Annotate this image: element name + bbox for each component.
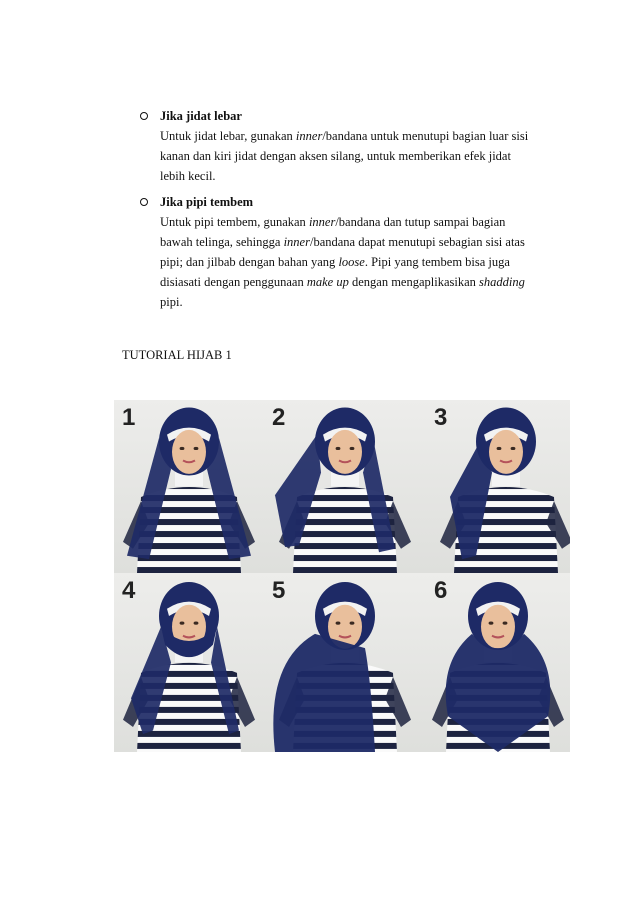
section-title: TUTORIAL HIJAB 1 (122, 348, 232, 362)
body-line: Untuk jidat lebar, gunakan inner/bandana untuk menutupi bagian luar sisi (160, 129, 529, 143)
italic-term: make up (306, 275, 349, 289)
bullet-body (160, 126, 528, 186)
body-line: disiasati dengan penggunaan make up dengan mengaplikasikan shadding (160, 275, 525, 289)
bullet-title: Jika jidat lebar (160, 109, 242, 123)
step-number: 5 (272, 577, 286, 604)
body-line: pipi; dan jilbab dengan bahan yang loose. Pipi yang tembem bisa juga (160, 255, 510, 269)
tutorial-step-panel (264, 400, 426, 573)
bullet-dot (140, 112, 148, 120)
step-number: 3 (434, 404, 448, 431)
italic-term: inner (283, 235, 310, 249)
bullet-body (160, 212, 525, 312)
step-number: 2 (272, 404, 286, 431)
tutorial-photo (114, 573, 264, 752)
tutorial-step-panel (264, 573, 426, 752)
tutorial-photo (114, 400, 264, 573)
tutorial-step-panel (426, 400, 570, 573)
tutorial-image-grid (114, 400, 570, 752)
body-line: Untuk pipi tembem, gunakan inner/bandana dan tutup sampai bagian (160, 215, 506, 229)
tutorial-photo (264, 573, 426, 752)
italic-term: shadding (479, 275, 525, 289)
tutorial-photo (264, 400, 426, 573)
body-line: lebih kecil. (160, 169, 216, 183)
tutorial-photo (426, 573, 570, 752)
tutorial-step-panel (114, 573, 264, 752)
body-line: kanan dan kiri jidat dengan aksen silang, untuk memberikan efek jidat (160, 149, 511, 163)
tutorial-step-panel (426, 573, 570, 752)
body-line: bawah telinga, sehingga inner/bandana dapat menutupi sebagian sisi atas (160, 235, 525, 249)
step-number: 6 (434, 577, 448, 604)
italic-term: loose (338, 255, 365, 269)
step-number: 1 (122, 404, 136, 431)
italic-term: inner (295, 129, 323, 143)
tutorial-photo (426, 400, 570, 573)
body-line: pipi. (160, 295, 183, 309)
bullet-title: Jika pipi tembem (160, 195, 254, 209)
tutorial-step-panel (114, 400, 264, 573)
step-number: 4 (122, 577, 136, 604)
bullet-dot (140, 198, 148, 206)
italic-term: inner (308, 215, 336, 229)
